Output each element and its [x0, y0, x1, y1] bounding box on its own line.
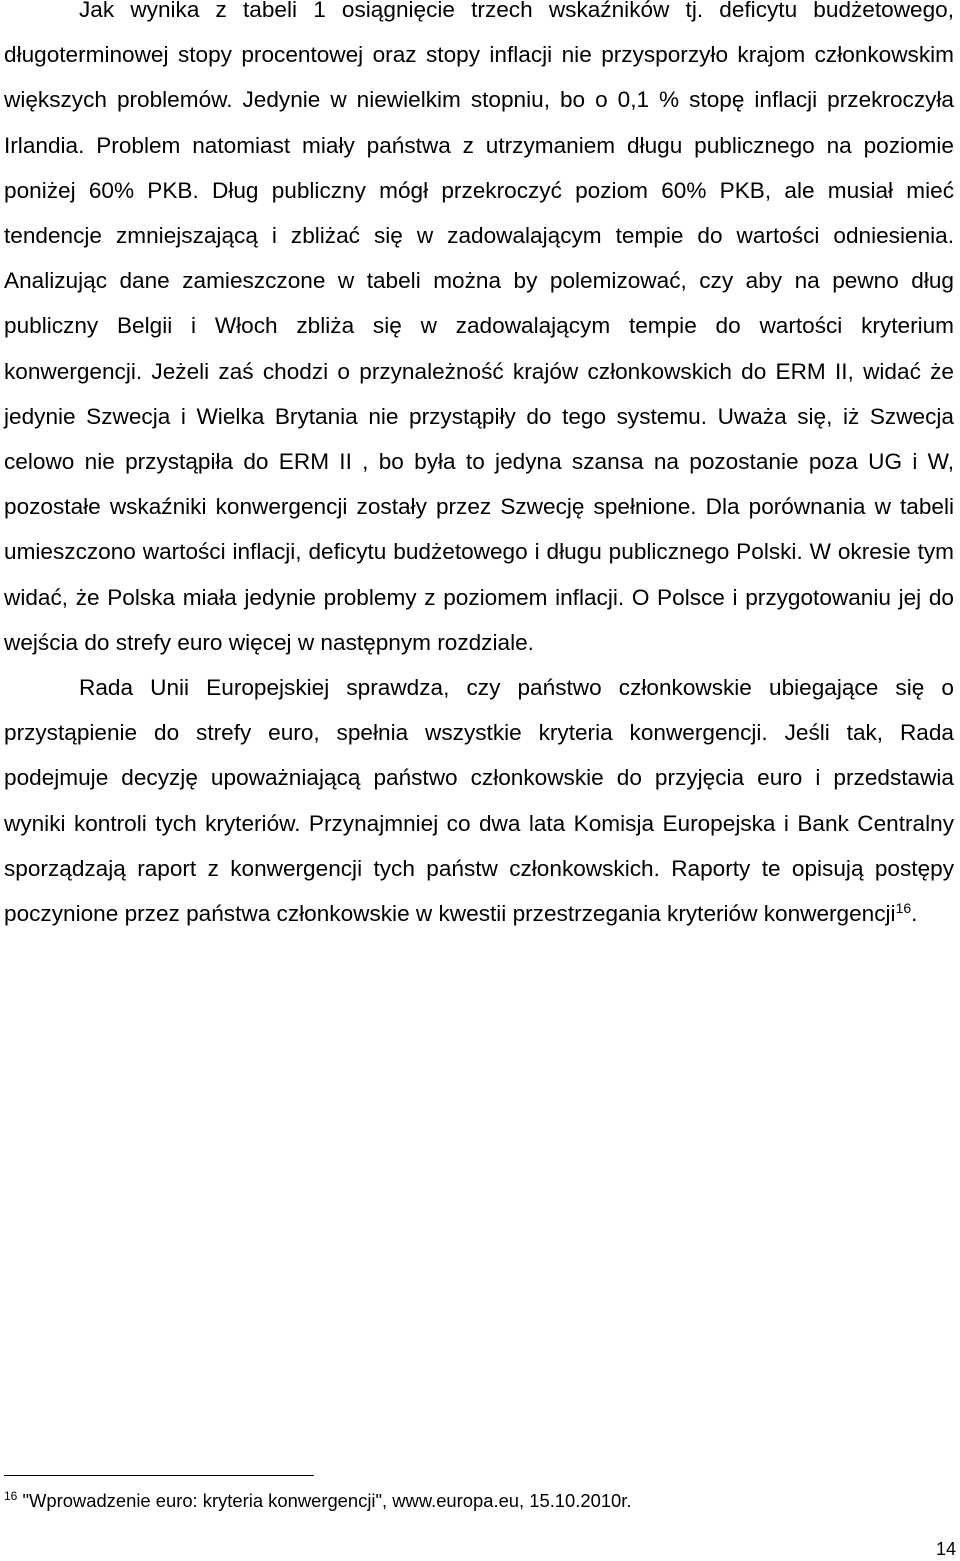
footnote-number: 16	[4, 1489, 18, 1503]
paragraph-council-review	[4, 665, 954, 936]
paragraph-end-punctuation: .	[911, 901, 918, 927]
footnote-separator	[4, 1475, 314, 1476]
footnote-reference[interactable]: 16	[895, 900, 912, 917]
paragraph-council-review-text: Rada Unii Europejskiej sprawdza, czy państwo członkowskie ubiegające się o przystąpienie do strefy euro, spełnia wszystkie kryteria konwergencji. Jeśli tak, Rada podejmuje decyzję upoważniającą państwo członkowskie do przyjęcia euro i przedstawia wyniki kontroli tych kryteriów. Przynajmniej co dwa lata Komisja Europejska i Bank Centralny sporządzają raport z konwergencji tych państw członkowskich. Raporty te opisują postępy poczynione przez państwa członkowskie w kwestii przestrzegania kryteriów konwergencji	[4, 675, 954, 927]
paragraph-convergence-analysis: Jak wynika z tabeli 1 osiągnięcie trzech wskaźników tj. deficytu budżetowego, długoterminowej stopy procentowej oraz stopy inflacji nie przysporzyło krajom członkowskim większych problemów. Jedynie w niewielkim stopniu, bo o 0,1 % stopę inflacji przekroczyła Irlandia. Problem natomiast miały państwa z utrzymaniem długu publicznego na poziomie poniżej 60% PKB. Dług publiczny mógł przekroczyć poziom 60% PKB, ale musiał mieć tendencje zmniejszającą i zbliżać się w zadowalającym tempie do wartości odniesienia. Analizując dane zamieszczone w tabeli można by polemizować, czy aby na pewno dług publiczny Belgii i Włoch zbliża się w zadowalającym tempie do wartości kryterium konwergencji. Jeżeli zaś chodzi o przynależność krajów członkowskich do ERM II, widać że jedynie Szwecja i Wielka Brytania nie przystąpiły do tego systemu. Uważa się, iż Szwecja celowo nie przystąpiła do ERM II , bo była to jedyna szansa na pozostanie poza UG i W, pozostałe wskaźniki konwergencji zostały przez Szwecję spełnione. Dla porównania w tabeli umieszczono wartości inflacji, deficytu budżetowego i długu publicznego Polski. W okresie tym widać, że Polska miała jedynie problemy z poziomem inflacji. O Polsce i przygotowaniu jej do wejścia do strefy euro więcej w następnym rozdziale.	[4, 0, 954, 655]
footnote	[4, 1488, 944, 1514]
footnote-text: "Wprowadzenie euro: kryteria konwergencji", www.europa.eu, 15.10.2010r.	[17, 1490, 632, 1511]
body-text	[4, 0, 954, 936]
page-number: 14	[935, 1539, 956, 1559]
